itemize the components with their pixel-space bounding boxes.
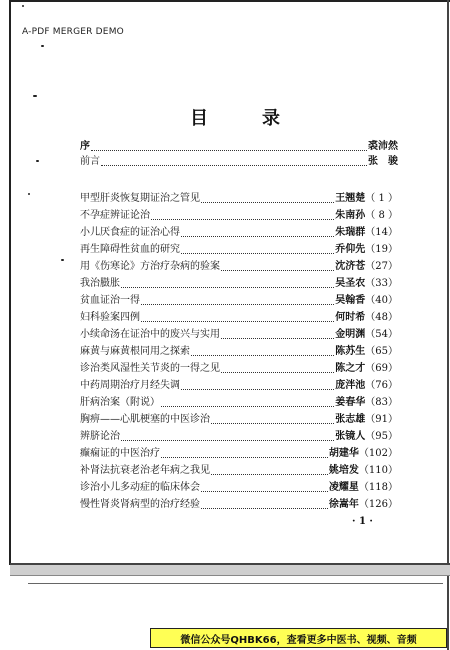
toc-entry-page: （19） [365,244,398,255]
toc-entry-author: 吴翰香 [335,295,366,306]
toc-entry-page: （40） [365,295,398,306]
toc-entry-author: 金明渊 [335,329,366,340]
toc-entry-page: （ 8 ） [365,210,398,221]
toc-row[interactable] [80,209,398,223]
toc-row[interactable] [80,413,398,427]
toc-row[interactable] [80,192,398,206]
toc-entry-title: 不孕症辨证论治 [80,210,150,221]
toc-entry-author: 姚培发 [328,465,359,476]
demo-watermark-label: A-PDF MERGER DEMO [22,27,124,37]
scan-speck [28,193,30,195]
toc-entry-title: 妇科验案四例 [80,312,140,323]
toc-entry-page: （14） [365,227,398,238]
toc-entry-page: （83） [365,397,398,408]
toc-leader-dots [201,490,328,492]
toc-entry-author: 吴圣农 [335,278,366,289]
toc-entry-title: 甲型肝炎恢复期证治之管见 [80,193,200,204]
toc-leader-dots [181,388,334,390]
toc-row[interactable] [80,345,398,359]
toc-entry-page: （118） [358,482,398,493]
toc-leader-dots [221,371,334,373]
toc-entry-author: 张镜人 [335,431,366,442]
toc-leader-dots [161,405,334,407]
toc-row[interactable] [80,311,398,325]
toc-leader-dots [91,149,367,151]
toc-row[interactable] [80,328,398,342]
toc-entry-author: 朱瑞群 [335,227,366,238]
toc-entry-title: 辨脐论治 [80,431,120,442]
scan-speck [33,95,37,97]
toc-entry-page: （126） [358,499,398,510]
toc-leader-dots [141,303,334,305]
toc-leader-dots [211,473,328,475]
toc-row[interactable] [80,260,398,274]
toc-entry-author: 王翘楚 [335,193,366,204]
toc-entry-title: 肝病治案（附说） [80,397,160,408]
toc-entry-author: 庞泮池 [335,380,366,391]
toc-entry-title: 诊治小儿多动症的临床体会 [80,482,200,493]
toc-entry-title: 癫痫证的中医治疗 [80,448,160,459]
toc-entry-page: （110） [358,465,398,476]
toc-entry-author: 陈之才 [335,363,366,374]
toc-entry-title: 再生障碍性贫血的研究 [80,244,180,255]
toc-entry-page: （69） [365,363,398,374]
toc-entry-page: （33） [365,278,398,289]
toc-leader-dots [181,252,334,254]
page-frame-right [447,0,449,650]
toc-leader-dots [121,286,334,288]
page-title-char-1: 目 [190,108,208,129]
toc-row[interactable] [80,277,398,291]
toc-row[interactable] [80,464,398,478]
toc-entry-title: 小儿厌食症的证治心得 [80,227,180,238]
page-title [190,104,280,130]
toc-entry-title: 麻黄与麻黄根同用之探索 [80,346,190,357]
toc-row[interactable] [80,243,398,257]
toc-entry-page: （91） [365,414,398,425]
toc-leader-dots [221,337,334,339]
toc-entry-page: （27） [365,261,398,272]
promo-banner: 微信公众号QHBK66，查看更多中医书、视频、音频 [150,628,447,648]
toc-leader-dots [141,320,334,322]
page-number: · 1 · [352,516,373,527]
scan-speck [41,45,44,47]
toc-row[interactable] [80,379,398,393]
toc-leader-dots [201,507,328,509]
toc-entry-title: 用《伤寒论》方治疗杂病的验案 [80,261,220,272]
page-title-char-2: 录 [262,108,280,129]
toc-entry-page: （ 1 ） [365,193,398,204]
toc-entry-title: 中药周期治疗月经失调 [80,380,180,391]
toc-leader-dots [221,269,334,271]
toc-entry-author: 张志雄 [335,414,366,425]
toc-entry-title: 小续命汤在证治中的废兴与实用 [80,329,220,340]
toc-front-row-foreword[interactable] [80,155,398,169]
toc-entry-author: 何时希 [335,312,366,323]
toc-leader-dots [191,354,334,356]
toc-entry-author: 裘沛然 [368,141,398,152]
scan-speck [61,259,64,261]
toc-entry-page: （65） [365,346,398,357]
toc-leader-dots [161,456,328,458]
toc-entry-title: 贫血证治一得 [80,295,140,306]
toc-entry-page: （76） [365,380,398,391]
toc-row[interactable] [80,396,398,410]
toc-entry-author: 沈济苍 [335,261,366,272]
toc-leader-dots [121,439,334,441]
toc-entry-page: （48） [365,312,398,323]
toc-leader-dots [181,235,334,237]
toc-entry-page: （54） [365,329,398,340]
toc-row[interactable] [80,447,398,461]
next-page-rule [28,583,443,584]
page-frame-left [9,0,11,565]
scan-speck [22,5,24,7]
toc-row[interactable] [80,362,398,376]
toc-front-row-preface[interactable] [80,140,398,154]
scan-speck [36,160,39,162]
toc-entry-author: 陈苏生 [335,346,366,357]
toc-row[interactable] [80,481,398,495]
toc-entry-page: （95） [365,431,398,442]
toc-entry-title: 诊治类风湿性关节炎的一得之见 [80,363,220,374]
toc-row[interactable] [80,430,398,444]
toc-entry-author: 朱南孙 [335,210,366,221]
toc-entry-author: 张 骏 [368,156,398,167]
toc-entry-title: 序 [80,141,90,152]
toc-row[interactable] [80,498,398,512]
toc-leader-dots [201,201,334,203]
toc-entry-page: （102） [358,448,398,459]
toc-entry-title: 慢性肾炎肾病型的治疗经验 [80,499,200,510]
toc-entry-author: 徐嵩年 [328,499,359,510]
toc-entry-author: 乔仰先 [335,244,366,255]
toc-entry-title: 我治臌胀 [80,278,120,289]
toc-leader-dots [211,422,334,424]
toc-entry-title: 胸痹——心肌梗塞的中医诊治 [80,414,210,425]
toc-leader-dots [151,218,334,220]
toc-row[interactable] [80,294,398,308]
toc-row[interactable] [80,226,398,240]
page-frame-top [10,0,450,2]
toc-entry-author: 凌耀星 [328,482,359,493]
page-separator [10,563,450,576]
toc-leader-dots [101,164,367,166]
toc-entry-author: 姜春华 [335,397,366,408]
toc-entry-title: 前言 [80,156,100,167]
toc-entry-author: 胡建华 [328,448,359,459]
toc-entry-title: 补肾法抗衰老治老年病之我见 [80,465,210,476]
